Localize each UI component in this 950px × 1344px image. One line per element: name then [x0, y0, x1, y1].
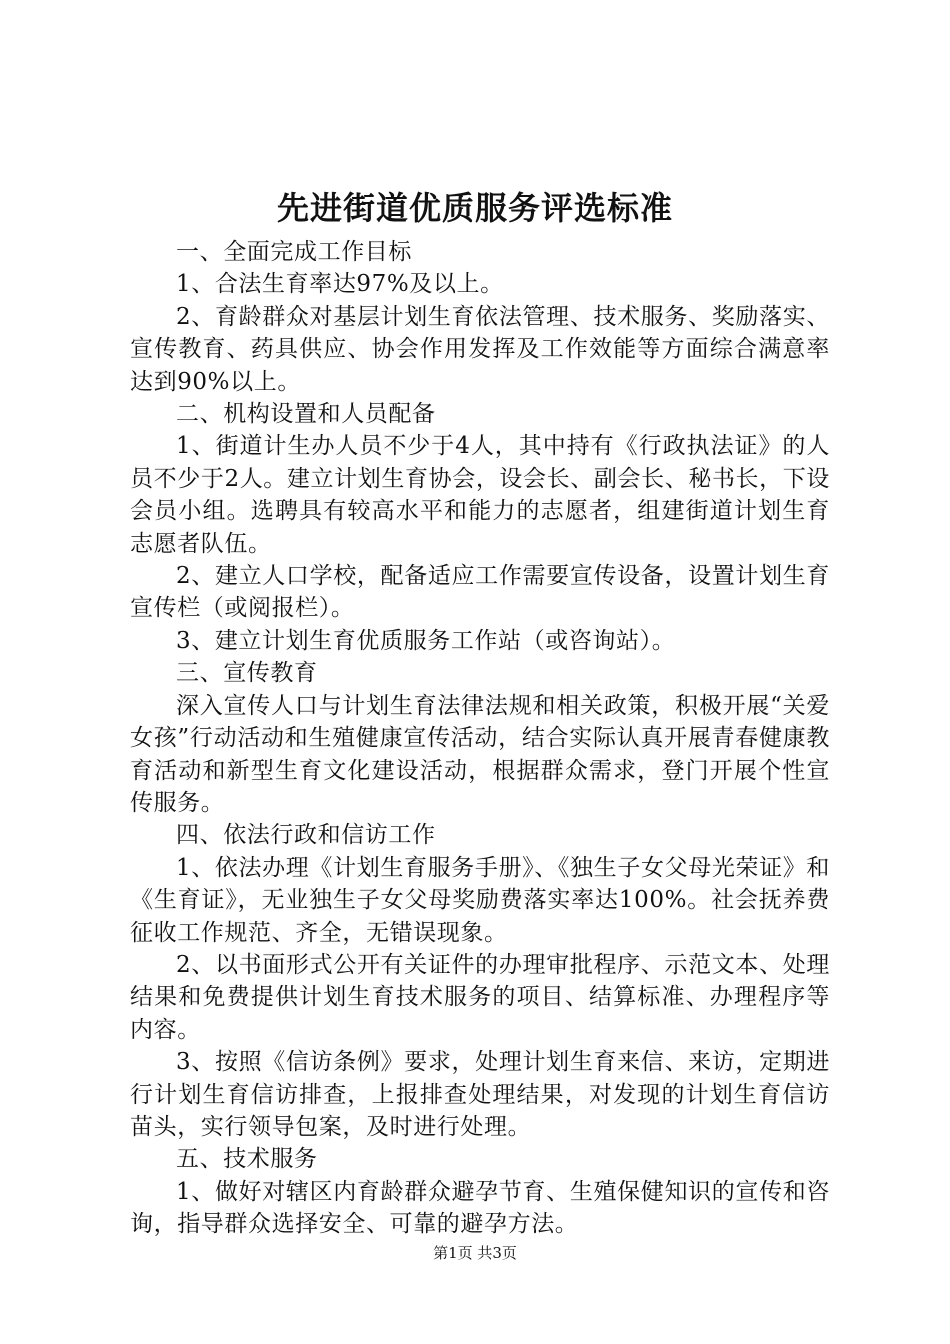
- page-footer: 第1页 共3页: [433, 1244, 517, 1262]
- document-title: 先进街道优质服务评选标准: [276, 189, 673, 227]
- paragraph: 2、育龄群众对基层计划生育依法管理、技术服务、奖励落实、宣传教育、药具供应、协会作用发挥及工作效能等方面综合满意率达到90%以上。: [130, 303, 830, 395]
- paragraph: 3、建立计划生育优质服务工作站（或咨询站）。: [176, 627, 676, 654]
- section-heading: 二、机构设置和人员配备: [176, 401, 436, 428]
- paragraph: 1、合法生育率达97%及以上。: [176, 271, 504, 298]
- paragraph: 1、街道计生办人员不少于4人，其中持有《行政执法证》的人员不少于2人。建立计划生育协会，设会长、副会长、秘书长，下设会员小组。选聘具有较高水平和能力的志愿者，组建街道计划生育志愿者队伍。: [130, 433, 830, 557]
- section-heading: 三、宣传教育: [176, 660, 318, 687]
- section-heading: 四、依法行政和信访工作: [176, 822, 436, 849]
- paragraph: 2、以书面形式公开有关证件的办理审批程序、示范文本、处理结果和免费提供计划生育技术服务的项目、结算标准、办理程序等内容。: [130, 951, 830, 1043]
- paragraph: 1、做好对辖区内育龄群众避孕节育、生殖保健知识的宣传和咨询，指导群众选择安全、可靠的避孕方法。: [130, 1178, 830, 1238]
- section-heading: 一、全面完成工作目标: [176, 239, 412, 265]
- paragraph: 2、建立人口学校，配备适应工作需要宣传设备，设置计划生育宣传栏（或阅报栏）。: [130, 563, 830, 622]
- paragraph: 3、按照《信访条例》要求，处理计划生育来信、来访，定期进行计划生育信访排查，上报排查处理结果，对发现的计划生育信访苗头，实行领导包案，及时进行处理。: [130, 1049, 830, 1140]
- section-heading: 五、技术服务: [176, 1146, 318, 1173]
- paragraph: 深入宣传人口与计划生育法律法规和相关政策，积极开展“关爱女孩”行动活动和生殖健康宣传活动，结合实际认真开展青春健康教育活动和新型生育文化建设活动，根据群众需求，登门开展个性宣传服务。: [130, 692, 830, 816]
- paragraph: 1、依法办理《计划生育服务手册》、《独生子女父母光荣证》和《生育证》，无业独生子女父母奖励费落实率达100%。社会抚养费征收工作规范、齐全，无错误现象。: [130, 854, 830, 946]
- document-body: [130, 236, 830, 1241]
